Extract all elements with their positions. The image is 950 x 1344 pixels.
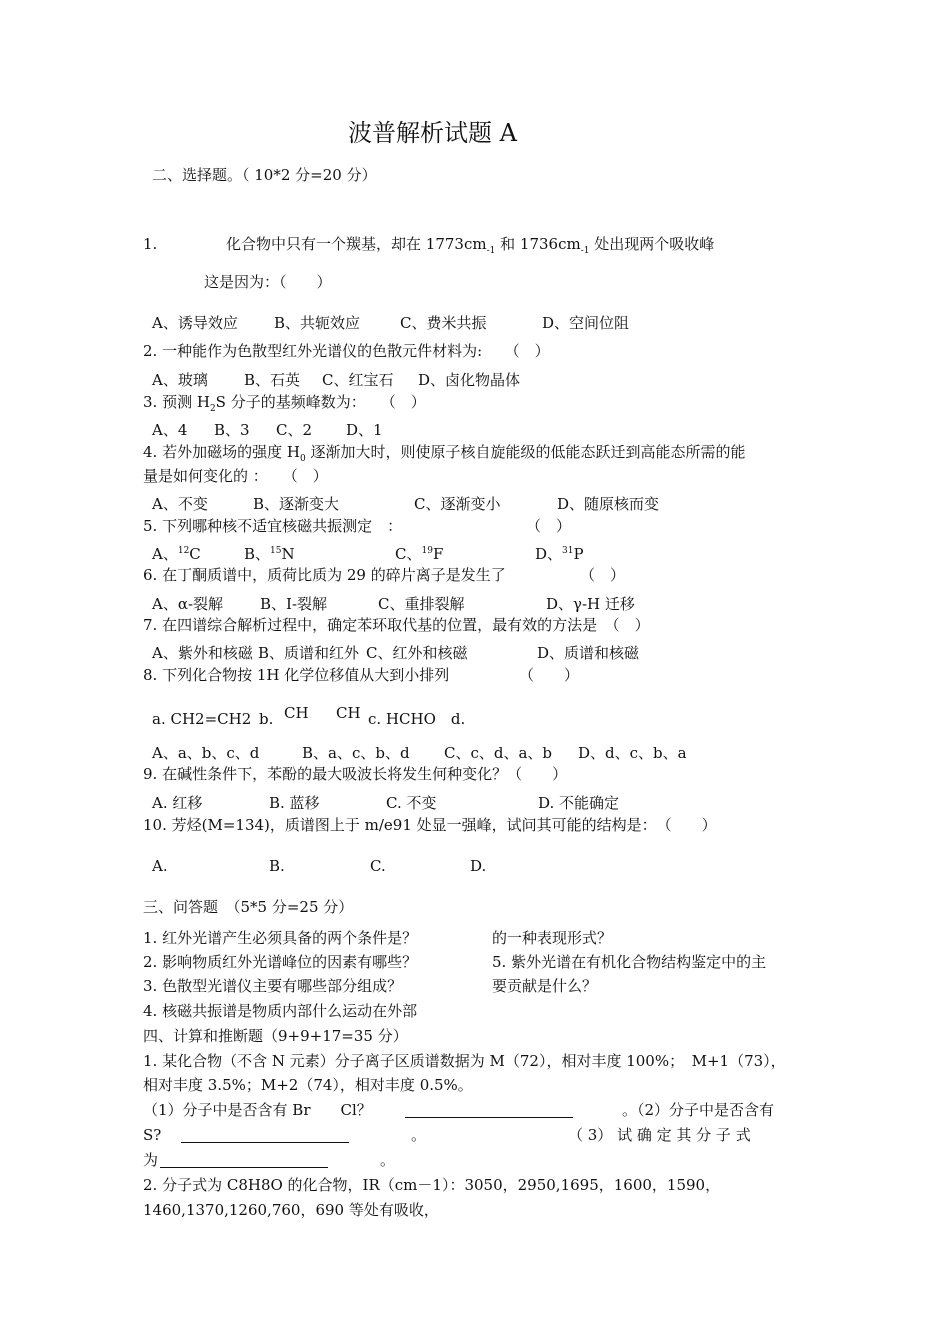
q1-text: 化合物中只有一个羰基，却在 $1773cm_{-1}$ 和 $1736cm_{-1}$ 处出现两个吸收峰	[226, 235, 715, 256]
p1-q2: 。（2）分子中是否含有	[622, 1101, 775, 1119]
q4-option-b: B、逐渐变大	[253, 495, 340, 513]
p1-q2-end: 。	[411, 1126, 427, 1144]
p1-q1: （1）分子中是否含有 Br Cl？	[143, 1101, 372, 1119]
section-3-heading: 三、问答题 （5*5 分=25 分）	[143, 898, 354, 916]
q2-option-c: C、红宝石	[322, 371, 394, 389]
q3-option-b: B、3	[214, 421, 250, 439]
q4-text: 4. 若外加磁场的强度 $H_0$ 逐渐加大时，则使原子核自旋能级的低能态跃迁到高能态所需的能	[143, 443, 746, 464]
q7-option-b: B、质谱和红外	[258, 644, 360, 662]
q8-option-a: A、a、b、c、d	[152, 744, 260, 762]
q3-option-c: C、2	[276, 421, 313, 439]
q2-option-a: A、玻璃	[152, 371, 208, 389]
q8-option-d: D、d、c、b、a	[578, 744, 687, 762]
q9-option-c: C. 不变	[386, 794, 437, 812]
q3-option-a: A、4	[152, 421, 188, 439]
q5-option-b: B、$^{15}$N	[244, 545, 295, 563]
q10-option-d: D.	[470, 857, 487, 875]
q6-option-c: C、重排裂解	[378, 595, 465, 613]
q6-option-d: D、γ-H 迁移	[546, 595, 635, 613]
q8-text: 8. 下列化合物按 1H 化学位移值从大到小排列	[143, 666, 450, 684]
q2-option-d: D、卤化物晶体	[418, 371, 521, 389]
q3-1: 1. 红外光谱产生必须具备的两个条件是？	[143, 929, 418, 947]
q1-option-c: C、费米共振	[400, 314, 487, 332]
p1-q2-blank[interactable]	[181, 1128, 349, 1143]
q9-option-b: B. 蓝移	[269, 794, 320, 812]
q5-text: 5. 下列哪种核不适宜核磁共振测定 ：	[143, 517, 403, 535]
q1-continuation: 这是因为：（ ）	[204, 273, 332, 291]
p1-q3-blank[interactable]	[160, 1153, 328, 1168]
q8-option-b: B、a、c、b、d	[302, 744, 410, 762]
q10-option-b: B.	[269, 857, 285, 875]
p2-line-1: 2. 分子式为 C8H8O 的化合物，IR（cm－1）：3050，2950,1695，1600，1590，	[143, 1176, 721, 1194]
q4-text-continuation: 量是如何变化的 ： （ ）	[143, 467, 328, 485]
q4-option-a: A、不变	[152, 495, 208, 513]
q7-option-a: A、紫外和核磁	[152, 644, 253, 662]
q4-option-d: D、随原核而变	[557, 495, 660, 513]
q8-answer-paren: （ ）	[519, 666, 580, 684]
q10-text: 10. 芳烃(M=134)，质谱图上于 m/e91 处显一强峰，试问其可能的结构是： （ ）	[143, 816, 717, 834]
q9-option-a: A. 红移	[152, 794, 203, 812]
q8-compound-b-label: b.	[259, 710, 274, 728]
q6-option-a: A、α-裂解	[152, 595, 224, 613]
q8-compounds-c-d: c. HCHO d.	[368, 710, 466, 728]
q8-ch-label-2: CH	[336, 704, 361, 722]
p1-q3: （ 3） 试 确 定 其 分 子 式	[568, 1126, 751, 1144]
q9-text: 9. 在碱性条件下，苯酚的最大吸波长将发生何种变化？（ ）	[143, 765, 568, 783]
q1-option-a: A、诱导效应	[152, 314, 238, 332]
q7-option-d: D、质谱和核磁	[537, 644, 640, 662]
q8-compound-a: a. CH2=CH2	[152, 710, 252, 728]
q8-option-c: C、c、d、a、b	[444, 744, 553, 762]
q8-ch-label-1: CH	[284, 704, 309, 722]
q3-4: 4. 核磁共振谱是物质内部什么运动在外部	[143, 1002, 418, 1020]
p1-q1-blank[interactable]	[405, 1103, 573, 1118]
q1-option-d: D、空间位阻	[542, 314, 630, 332]
q1-option-b: B、共轭效应	[274, 314, 361, 332]
section-4-heading: 四、计算和推断题（9+9+17=35 分）	[143, 1027, 408, 1045]
q4-option-c: C、逐渐变小	[414, 495, 501, 513]
q5-option-a: A、$^{12}$C	[152, 545, 201, 563]
p1-q3-end: 。	[380, 1151, 396, 1169]
q1-number: 1.	[143, 235, 158, 253]
p1-q3-prefix: 为	[143, 1151, 159, 1169]
q5-answer-paren: （ ）	[526, 517, 572, 535]
q3-text: 3. 预测 $H_2S$ 分子的基频峰数为： （ ）	[143, 393, 426, 414]
q3-3: 3. 色散型光谱仪主要有哪些部分组成？	[143, 977, 403, 995]
q3-5-continuation: 要贡献是什么？	[492, 977, 598, 995]
q9-option-d: D. 不能确定	[538, 794, 620, 812]
q10-option-a: A.	[152, 857, 168, 875]
q6-text: 6. 在丁酮质谱中，质荷比质为 29 的碎片离子是发生了	[143, 566, 506, 584]
p1-q2-s: S?	[143, 1126, 162, 1144]
p2-line-2: 1460,1370,1260,760，690 等处有吸收，	[143, 1201, 439, 1219]
q2-text: 2. 一种能作为色散型红外光谱仪的色散元件材料为: （ ）	[143, 342, 550, 360]
q6-option-b: B、I-裂解	[260, 595, 328, 613]
q3-4-continuation: 的一种表现形式？	[492, 929, 613, 947]
q3-option-d: D、1	[346, 421, 383, 439]
q3-5: 5. 紫外光谱在有机化合物结构鉴定中的主	[492, 953, 767, 971]
section-2-heading: 二、选择题。（ 10*2 分=20 分）	[152, 166, 377, 184]
page-title: 波普解析试题 A	[348, 119, 517, 147]
q10-option-c: C.	[370, 857, 386, 875]
p1-line-2: 相对丰度 3.5%；M+2（74），相对丰度 0.5%。	[143, 1076, 473, 1094]
q7-option-c: C、红外和核磁	[366, 644, 468, 662]
q6-answer-paren: （ ）	[580, 566, 626, 584]
q5-option-d: D、$^{31}$P	[535, 545, 584, 563]
q5-option-c: C、$^{19}$F	[395, 545, 444, 563]
p1-line-1: 1. 某化合物（不含 N 元素）分子离子区质谱数据为 M（72），相对丰度 100%； M+1（73），	[143, 1052, 786, 1070]
q7-text: 7. 在四谱综合解析过程中，确定苯环取代基的位置，最有效的方法是 （ ）	[143, 616, 650, 634]
q3-2: 2. 影响物质红外光谱峰位的因素有哪些？	[143, 953, 418, 971]
q2-option-b: B、石英	[244, 371, 301, 389]
